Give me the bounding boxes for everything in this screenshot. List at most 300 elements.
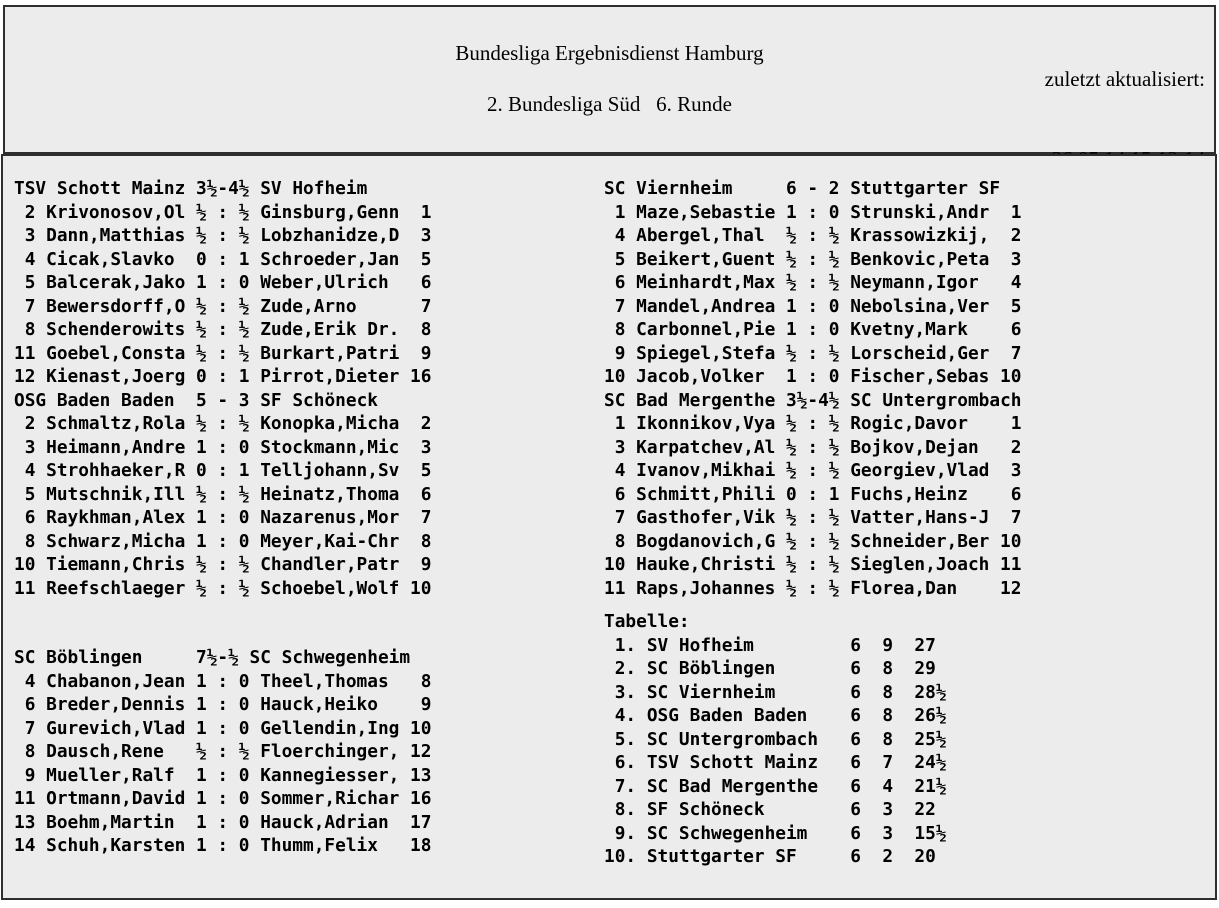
standings-rank: 5. bbox=[614, 728, 637, 750]
board-result: 1 : 0 bbox=[195, 694, 250, 715]
board-result: 1 : 0 bbox=[195, 530, 250, 552]
home-player-name: Balcerak,Jako bbox=[46, 272, 186, 293]
board-result: ½ : ½ bbox=[195, 319, 250, 340]
board-row bbox=[14, 483, 431, 507]
board-result: ½ : ½ bbox=[785, 530, 840, 552]
home-board-number: 5 bbox=[24, 272, 36, 293]
board-row bbox=[14, 693, 431, 717]
home-player-name: Jacob,Volker bbox=[636, 366, 765, 387]
match-header-line bbox=[14, 177, 431, 201]
board-row bbox=[604, 224, 1022, 248]
match-score: 3½-4½ bbox=[195, 178, 250, 199]
away-board-number: 7 bbox=[420, 507, 432, 528]
home-player-name: Chabanon,Jean bbox=[46, 670, 186, 692]
standings-team-name: OSG Baden Baden bbox=[646, 705, 808, 726]
away-board-number: 17 bbox=[410, 811, 432, 833]
away-board-number: 6 bbox=[420, 272, 432, 293]
board-row bbox=[604, 318, 1022, 342]
standings-rank: 10. bbox=[604, 846, 637, 867]
away-player-name: Benkovic,Peta bbox=[850, 248, 990, 270]
away-board-number: 2 bbox=[1010, 436, 1022, 458]
board-row bbox=[604, 201, 1022, 225]
board-row bbox=[14, 412, 431, 436]
away-board-number: 10 bbox=[1000, 366, 1022, 387]
standings-board-points: 28½ bbox=[914, 681, 947, 703]
home-board-number: 11 bbox=[14, 577, 36, 599]
standings-points: 4 bbox=[882, 775, 894, 797]
board-row bbox=[14, 295, 431, 319]
board-row bbox=[604, 577, 1022, 601]
board-row bbox=[14, 717, 431, 741]
home-player-name: Reefschlaeger bbox=[46, 577, 186, 599]
home-board-number: 11 bbox=[604, 577, 626, 599]
board-row bbox=[604, 248, 1022, 272]
home-player-name: Karpatchev,Al bbox=[636, 436, 776, 458]
home-player-name: Heimann,Andre bbox=[46, 436, 186, 458]
board-row bbox=[604, 271, 1022, 295]
home-board-number: 3 bbox=[24, 225, 36, 246]
home-player-name: Goebel,Consta bbox=[46, 342, 186, 364]
away-team-name: Stuttgarter SF bbox=[850, 178, 1001, 199]
away-board-number: 10 bbox=[410, 577, 432, 599]
home-team-name: SC Bad Mergenthe bbox=[604, 389, 776, 411]
away-player-name: Burkart,Patri bbox=[260, 342, 400, 364]
home-player-name: Cicak,Slavko bbox=[46, 248, 175, 270]
standings-points: 7 bbox=[882, 752, 894, 773]
home-player-name: Schenderowits bbox=[46, 319, 186, 340]
away-player-name: Weber,Ulrich bbox=[260, 272, 389, 293]
board-result: ½ : ½ bbox=[195, 554, 250, 575]
standings-points: 3 bbox=[882, 799, 894, 820]
standings-rank: 4. bbox=[614, 705, 637, 726]
board-row bbox=[14, 506, 431, 530]
standings-team-name: SC Schwegenheim bbox=[646, 822, 808, 844]
away-player-name: Stockmann,Mic bbox=[260, 436, 400, 458]
board-row bbox=[14, 787, 431, 811]
standings-team-name: Stuttgarter SF bbox=[646, 846, 797, 867]
match-header-line bbox=[604, 177, 1022, 201]
away-board-number: 16 bbox=[410, 366, 432, 387]
away-board-number: 8 bbox=[420, 530, 432, 552]
away-player-name: Gellendin,Ing bbox=[260, 717, 400, 739]
home-player-name: Ikonnikov,Vya bbox=[636, 413, 776, 434]
home-player-name: Schuh,Karsten bbox=[46, 835, 186, 856]
right-column bbox=[604, 177, 1022, 869]
away-board-number: 12 bbox=[410, 741, 432, 762]
standings-title bbox=[604, 610, 1022, 634]
standings-team-name: TSV Schott Mainz bbox=[646, 752, 819, 773]
round-title: 2. Bundesliga Süd 6. Runde bbox=[487, 92, 732, 116]
away-board-number: 2 bbox=[1010, 225, 1022, 246]
away-player-name: Bojkov,Dejan bbox=[850, 436, 979, 458]
away-player-name: Thumm,Felix bbox=[260, 835, 378, 856]
match-score: 3½-4½ bbox=[785, 389, 840, 411]
home-board-number: 7 bbox=[614, 507, 626, 528]
away-team-name: SC Untergrombach bbox=[850, 389, 1022, 411]
away-board-number: 4 bbox=[1010, 272, 1022, 293]
home-board-number: 9 bbox=[24, 764, 36, 786]
home-player-name: Raps,Johannes bbox=[636, 577, 776, 599]
board-result: ½ : ½ bbox=[785, 248, 840, 270]
standings-row bbox=[604, 704, 1022, 728]
board-result: ½ : ½ bbox=[195, 225, 250, 246]
standings-team-name: SC Bad Mergenthe bbox=[646, 775, 819, 797]
home-player-name: Meinhardt,Max bbox=[636, 272, 776, 293]
home-board-number: 9 bbox=[614, 342, 626, 364]
match-header-line bbox=[14, 646, 431, 670]
standings-board-points: 15½ bbox=[914, 822, 947, 844]
standings-games: 6 bbox=[850, 822, 861, 844]
standings-title-label: Tabelle: bbox=[604, 611, 690, 632]
board-row bbox=[14, 834, 431, 858]
match-block bbox=[604, 177, 1022, 389]
board-result: ½ : ½ bbox=[195, 483, 250, 505]
board-row bbox=[14, 553, 431, 577]
away-player-name: Fischer,Sebas bbox=[850, 366, 990, 387]
board-row bbox=[14, 740, 431, 764]
board-result: 0 : 1 bbox=[195, 460, 250, 481]
board-result: ½ : ½ bbox=[195, 413, 250, 434]
away-player-name: Zude,Erik Dr. bbox=[260, 319, 400, 340]
board-result: ½ : ½ bbox=[195, 342, 250, 364]
match-block bbox=[14, 389, 431, 601]
board-row bbox=[14, 811, 431, 835]
away-board-number: 9 bbox=[420, 694, 432, 715]
board-row bbox=[604, 365, 1022, 389]
home-player-name: Ivanov,Mikhai bbox=[636, 460, 776, 481]
standings-board-points: 26½ bbox=[914, 705, 947, 726]
board-row bbox=[604, 553, 1022, 577]
home-player-name: Maze,Sebastie bbox=[636, 201, 776, 223]
results-area bbox=[1, 154, 1217, 900]
page-header bbox=[3, 5, 1216, 154]
away-board-number: 9 bbox=[420, 554, 432, 575]
home-player-name: Spiegel,Stefa bbox=[636, 342, 776, 364]
standings-rank: 2. bbox=[614, 658, 637, 679]
board-row bbox=[14, 670, 431, 694]
home-player-name: Carbonnel,Pie bbox=[636, 319, 776, 340]
board-row bbox=[604, 412, 1022, 436]
away-board-number: 6 bbox=[420, 483, 432, 505]
standings-team-name: SF Schöneck bbox=[646, 799, 765, 820]
home-board-number: 2 bbox=[24, 413, 36, 434]
away-player-name: Nebolsina,Ver bbox=[850, 295, 990, 317]
home-player-name: Abergel,Thal bbox=[636, 225, 765, 246]
home-board-number: 10 bbox=[604, 554, 626, 575]
away-board-number: 18 bbox=[410, 835, 432, 856]
home-player-name: Bewersdorff,O bbox=[46, 295, 186, 317]
home-board-number: 12 bbox=[14, 366, 36, 387]
away-player-name: Telljohann,Sv bbox=[260, 460, 400, 481]
standings-team-name: SC Viernheim bbox=[646, 681, 776, 703]
home-player-name: Boehm,Martin bbox=[46, 811, 175, 833]
away-player-name: Krassowizkij, bbox=[850, 225, 990, 246]
away-board-number: 11 bbox=[1000, 554, 1022, 575]
board-result: 1 : 0 bbox=[785, 201, 840, 223]
board-result: 1 : 0 bbox=[195, 670, 250, 692]
away-team-name: SC Schwegenheim bbox=[249, 647, 411, 668]
away-player-name: Floerchinger, bbox=[260, 741, 400, 762]
standings-team-name: SV Hofheim bbox=[646, 634, 754, 656]
away-board-number: 5 bbox=[420, 248, 432, 270]
board-result: ½ : ½ bbox=[785, 436, 840, 458]
standings-points: 8 bbox=[882, 728, 894, 750]
away-board-number: 3 bbox=[1010, 460, 1022, 481]
match-score: 6 - 2 bbox=[785, 178, 840, 199]
away-player-name: Hauck,Heiko bbox=[260, 694, 378, 715]
home-board-number: 8 bbox=[24, 741, 36, 762]
board-result: ½ : ½ bbox=[785, 577, 840, 599]
board-row bbox=[14, 271, 431, 295]
away-board-number: 3 bbox=[420, 225, 432, 246]
page-title: Bundesliga Ergebnisdienst Hamburg bbox=[455, 41, 764, 65]
board-result: ½ : ½ bbox=[785, 342, 840, 364]
away-player-name: Ginsburg,Genn bbox=[260, 201, 400, 223]
home-board-number: 7 bbox=[24, 295, 36, 317]
home-board-number: 10 bbox=[604, 366, 626, 387]
home-board-number: 8 bbox=[24, 319, 36, 340]
board-result: 1 : 0 bbox=[195, 717, 250, 739]
board-result: 1 : 0 bbox=[195, 436, 250, 458]
away-player-name: Lorscheid,Ger bbox=[850, 342, 990, 364]
board-row bbox=[604, 506, 1022, 530]
board-result: 1 : 0 bbox=[195, 272, 250, 293]
away-player-name: Schoebel,Wolf bbox=[260, 577, 400, 599]
home-board-number: 8 bbox=[24, 530, 36, 552]
board-result: 0 : 1 bbox=[785, 483, 840, 505]
away-board-number: 1 bbox=[1010, 201, 1022, 223]
standings-rank: 1. bbox=[614, 634, 637, 656]
away-board-number: 2 bbox=[420, 413, 432, 434]
board-result: ½ : ½ bbox=[785, 507, 840, 528]
standings-row bbox=[604, 657, 1022, 681]
match-block bbox=[14, 177, 431, 389]
away-board-number: 6 bbox=[1010, 319, 1022, 340]
standings-board-points: 22 bbox=[914, 799, 936, 820]
standings-rank: 3. bbox=[614, 681, 637, 703]
home-player-name: Hauke,Christi bbox=[636, 554, 776, 575]
board-row bbox=[14, 365, 431, 389]
home-board-number: 7 bbox=[614, 295, 626, 317]
away-player-name: Neymann,Igor bbox=[850, 272, 979, 293]
left-column bbox=[14, 177, 431, 858]
standings-rank: 9. bbox=[614, 822, 637, 844]
home-board-number: 4 bbox=[24, 460, 36, 481]
standings-games: 6 bbox=[850, 658, 861, 679]
home-player-name: Bogdanovich,G bbox=[636, 530, 776, 552]
away-board-number: 5 bbox=[1010, 295, 1022, 317]
match-block bbox=[604, 389, 1022, 601]
standings-games: 6 bbox=[850, 705, 861, 726]
away-player-name: Strunski,Andr bbox=[850, 201, 990, 223]
standings-games: 6 bbox=[850, 634, 861, 656]
away-player-name: Sieglen,Joach bbox=[850, 554, 990, 575]
board-result: ½ : ½ bbox=[785, 554, 840, 575]
away-player-name: Schneider,Ber bbox=[850, 530, 990, 552]
away-player-name: Vatter,Hans-J bbox=[850, 507, 990, 528]
board-row bbox=[604, 530, 1022, 554]
standings-games: 6 bbox=[850, 752, 861, 773]
standings-row bbox=[604, 798, 1022, 822]
standings-games: 6 bbox=[850, 846, 861, 867]
standings-board-points: 20 bbox=[914, 846, 936, 867]
home-player-name: Krivonosov,Ol bbox=[46, 201, 186, 223]
standings-row bbox=[604, 751, 1022, 775]
home-team-name: SC Böblingen bbox=[14, 647, 143, 668]
away-board-number: 5 bbox=[420, 460, 432, 481]
away-board-number: 1 bbox=[420, 201, 432, 223]
standings-board-points: 29 bbox=[914, 658, 936, 679]
board-result: ½ : ½ bbox=[785, 272, 840, 293]
home-player-name: Beikert,Guent bbox=[636, 248, 776, 270]
away-player-name: Meyer,Kai-Chr bbox=[260, 530, 400, 552]
home-player-name: Breder,Dennis bbox=[46, 694, 186, 715]
board-row bbox=[14, 224, 431, 248]
away-board-number: 7 bbox=[1010, 507, 1022, 528]
board-row bbox=[604, 342, 1022, 366]
board-result: ½ : ½ bbox=[785, 460, 840, 481]
board-row bbox=[14, 342, 431, 366]
away-player-name: Konopka,Micha bbox=[260, 413, 400, 434]
board-result: ½ : ½ bbox=[195, 295, 250, 317]
home-player-name: Mandel,Andrea bbox=[636, 295, 776, 317]
standings-row bbox=[604, 634, 1022, 658]
standings-points: 9 bbox=[882, 634, 894, 656]
home-player-name: Gurevich,Vlad bbox=[46, 717, 186, 739]
board-result: 1 : 0 bbox=[195, 788, 250, 809]
away-board-number: 1 bbox=[1010, 413, 1022, 434]
board-row bbox=[604, 483, 1022, 507]
match-block bbox=[14, 646, 431, 858]
away-board-number: 12 bbox=[1000, 577, 1022, 599]
home-player-name: Raykhman,Alex bbox=[46, 507, 186, 528]
home-player-name: Strohhaeker,R bbox=[46, 460, 186, 481]
home-board-number: 3 bbox=[614, 436, 626, 458]
standings-games: 6 bbox=[850, 728, 861, 750]
away-player-name: Sommer,Richar bbox=[260, 788, 400, 809]
home-board-number: 6 bbox=[614, 272, 626, 293]
standings-row bbox=[604, 728, 1022, 752]
standings-row bbox=[604, 775, 1022, 799]
home-board-number: 1 bbox=[614, 201, 626, 223]
board-row bbox=[14, 764, 431, 788]
board-result: 1 : 0 bbox=[195, 507, 250, 528]
home-board-number: 5 bbox=[24, 483, 36, 505]
away-board-number: 8 bbox=[420, 319, 432, 340]
home-player-name: Schmitt,Phili bbox=[636, 483, 776, 505]
home-board-number: 11 bbox=[14, 342, 36, 364]
away-board-number: 3 bbox=[1010, 248, 1022, 270]
standings-board-points: 27 bbox=[914, 634, 936, 656]
match-score: 5 - 3 bbox=[195, 389, 250, 411]
away-board-number: 16 bbox=[410, 788, 432, 809]
board-row bbox=[14, 459, 431, 483]
home-board-number: 4 bbox=[614, 225, 626, 246]
home-player-name: Gasthofer,Vik bbox=[636, 507, 776, 528]
away-player-name: Fuchs,Heinz bbox=[850, 483, 968, 505]
standings-games: 6 bbox=[850, 799, 861, 820]
board-result: ½ : ½ bbox=[785, 225, 840, 246]
board-row bbox=[14, 530, 431, 554]
board-result: ½ : ½ bbox=[195, 741, 250, 762]
home-board-number: 7 bbox=[24, 717, 36, 739]
board-row bbox=[14, 577, 431, 601]
away-board-number: 9 bbox=[420, 342, 432, 364]
match-header-line bbox=[604, 389, 1022, 413]
home-board-number: 14 bbox=[14, 835, 36, 856]
board-result: ½ : ½ bbox=[785, 413, 840, 434]
standings-team-name: SC Untergrombach bbox=[646, 728, 819, 750]
board-result: 1 : 0 bbox=[785, 366, 840, 387]
board-row bbox=[14, 248, 431, 272]
away-player-name: Theel,Thomas bbox=[260, 670, 389, 692]
home-board-number: 4 bbox=[24, 670, 36, 692]
home-player-name: Kienast,Joerg bbox=[46, 366, 186, 387]
away-player-name: Pirrot,Dieter bbox=[260, 366, 400, 387]
standings-rank: 8. bbox=[614, 799, 637, 820]
home-board-number: 5 bbox=[614, 248, 626, 270]
match-score: 7½-½ bbox=[195, 647, 239, 668]
standings-row bbox=[604, 681, 1022, 705]
home-board-number: 4 bbox=[24, 248, 36, 270]
away-board-number: 13 bbox=[410, 764, 432, 786]
home-team-name: OSG Baden Baden bbox=[14, 389, 175, 411]
home-board-number: 10 bbox=[14, 554, 36, 575]
home-board-number: 3 bbox=[24, 436, 36, 458]
home-player-name: Dausch,Rene bbox=[46, 741, 164, 762]
standings-games: 6 bbox=[850, 681, 861, 703]
standings-table bbox=[604, 610, 1022, 869]
home-board-number: 1 bbox=[614, 413, 626, 434]
away-player-name: Heinatz,Thoma bbox=[260, 483, 400, 505]
away-player-name: Hauck,Adrian bbox=[260, 811, 389, 833]
standings-rank: 7. bbox=[614, 775, 637, 797]
board-result: 1 : 0 bbox=[785, 295, 840, 317]
away-board-number: 3 bbox=[420, 436, 432, 458]
standings-board-points: 24½ bbox=[914, 752, 947, 773]
home-board-number: 13 bbox=[14, 811, 36, 833]
board-row bbox=[14, 436, 431, 460]
away-player-name: Florea,Dan bbox=[850, 577, 958, 599]
board-row bbox=[604, 436, 1022, 460]
home-player-name: Mueller,Ralf bbox=[46, 764, 175, 786]
away-board-number: 7 bbox=[1010, 342, 1022, 364]
home-player-name: Schwarz,Micha bbox=[46, 530, 186, 552]
home-player-name: Mutschnik,Ill bbox=[46, 483, 186, 505]
home-player-name: Ortmann,David bbox=[46, 788, 186, 809]
home-board-number: 8 bbox=[614, 530, 626, 552]
away-player-name: Zude,Arno bbox=[260, 295, 357, 317]
standings-points: 8 bbox=[882, 658, 894, 679]
standings-games: 6 bbox=[850, 775, 861, 797]
standings-board-points: 21½ bbox=[914, 775, 947, 797]
board-result: 1 : 0 bbox=[195, 835, 250, 856]
away-team-name: SF Schöneck bbox=[260, 389, 378, 411]
away-player-name: Kvetny,Mark bbox=[850, 319, 968, 340]
board-row bbox=[604, 295, 1022, 319]
standings-points: 2 bbox=[882, 846, 894, 867]
board-result: ½ : ½ bbox=[195, 577, 250, 599]
standings-team-name: SC Böblingen bbox=[646, 658, 776, 679]
away-player-name: Lobzhanidze,D bbox=[260, 225, 400, 246]
board-result: 1 : 0 bbox=[195, 811, 250, 833]
match-header-line bbox=[14, 389, 431, 413]
board-result: ½ : ½ bbox=[195, 201, 250, 223]
standings-row bbox=[604, 845, 1022, 869]
board-result: 1 : 0 bbox=[195, 764, 250, 786]
away-board-number: 7 bbox=[420, 295, 432, 317]
home-board-number: 2 bbox=[24, 201, 36, 223]
